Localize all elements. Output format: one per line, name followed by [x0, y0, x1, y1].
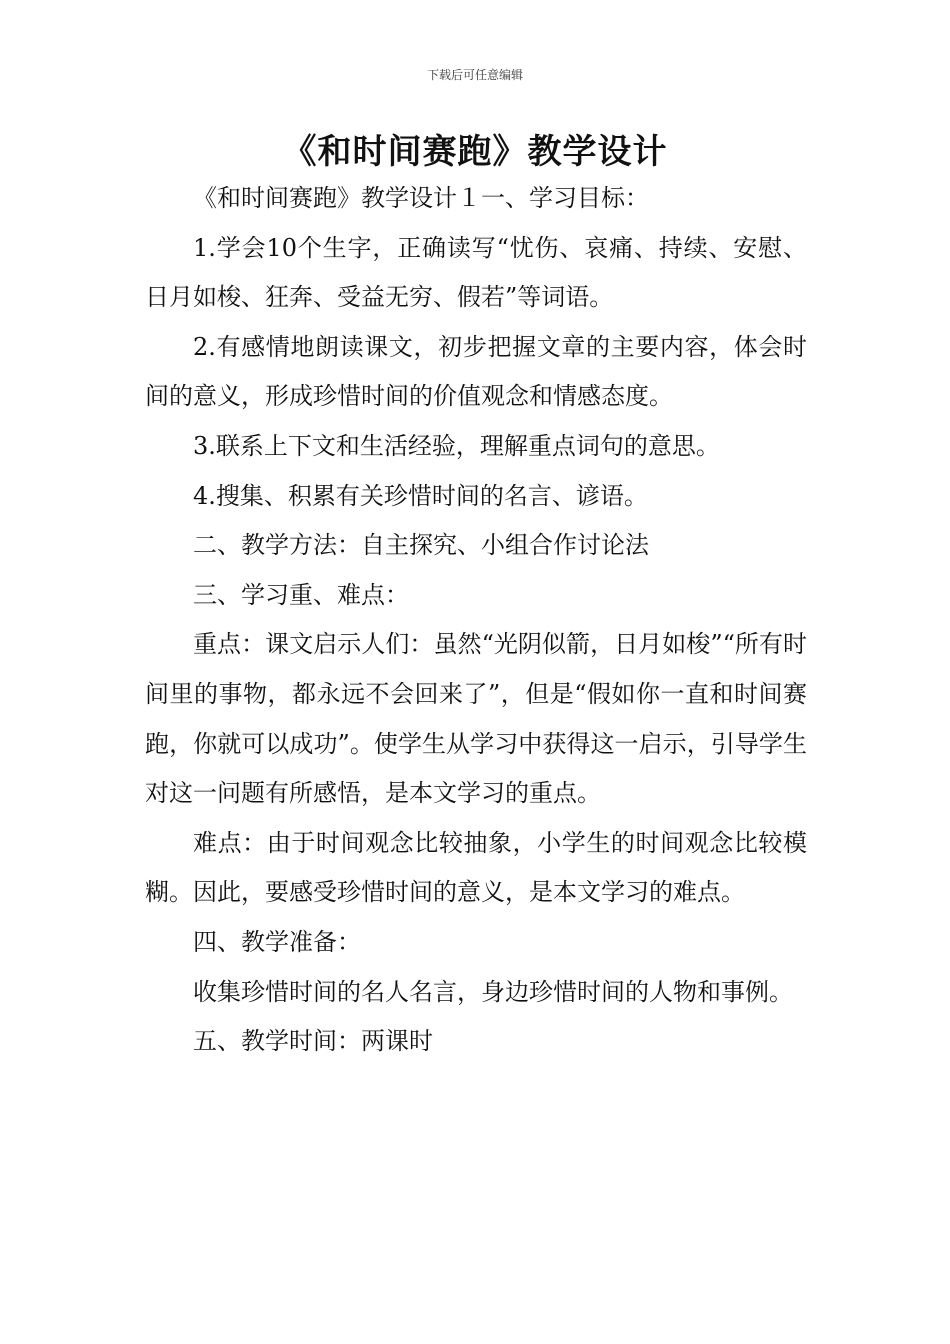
section-heading-time: 五、教学时间：两课时: [193, 1027, 433, 1056]
header-note: 下载后可任意编辑: [426, 68, 523, 82]
section-heading-preparation: 四、教学准备：: [193, 927, 361, 956]
page-title: 《和时间赛跑》教学设计: [282, 132, 668, 172]
paragraph-goal-2: 2.有感情地朗读课文，初步把握文章的主要内容，体会时间的意义，形成珍惜时间的价值观念和情感态度。: [145, 332, 807, 411]
paragraph-preparation: 收集珍惜时间的名人名言，身边珍惜时间的人物和事例。: [193, 977, 793, 1006]
section-heading-key-points: 三、学习重、难点：: [193, 580, 409, 609]
paragraph-difficulty: 难点：由于时间观念比较抽象，小学生的时间观念比较模糊。因此，要感受珍惜时间的意义，是本文学习的难点。: [145, 828, 807, 907]
paragraph-goal-4: 4.搜集、积累有关珍惜时间的名言、谚语。: [193, 481, 648, 510]
section-heading-methods: 二、教学方法：自主探究、小组合作讨论法: [193, 531, 649, 560]
paragraph-goal-1: 1.学会10个生字，正确读写“忧伤、哀痛、持续、安慰、日月如梭、狂奔、受益无穷、假若”等词语。: [145, 233, 807, 312]
paragraph-key-point: 重点：课文启示人们：虽然“光阴似箭，日月如梭”“所有时间里的事物，都永远不会回来了”，但是“假如你一直和时间赛跑，你就可以成功”。使学生从学习中获得这一启示，引导学生对这一问题有所感悟，是本文学习的重点。: [145, 630, 807, 808]
document-body: [145, 174, 807, 1067]
paragraph-goal-3: 3.联系上下文和生活经验，理解重点词句的意思。: [193, 431, 720, 460]
paragraph-intro: 《和时间赛跑》教学设计１一、学习目标：: [193, 184, 649, 212]
